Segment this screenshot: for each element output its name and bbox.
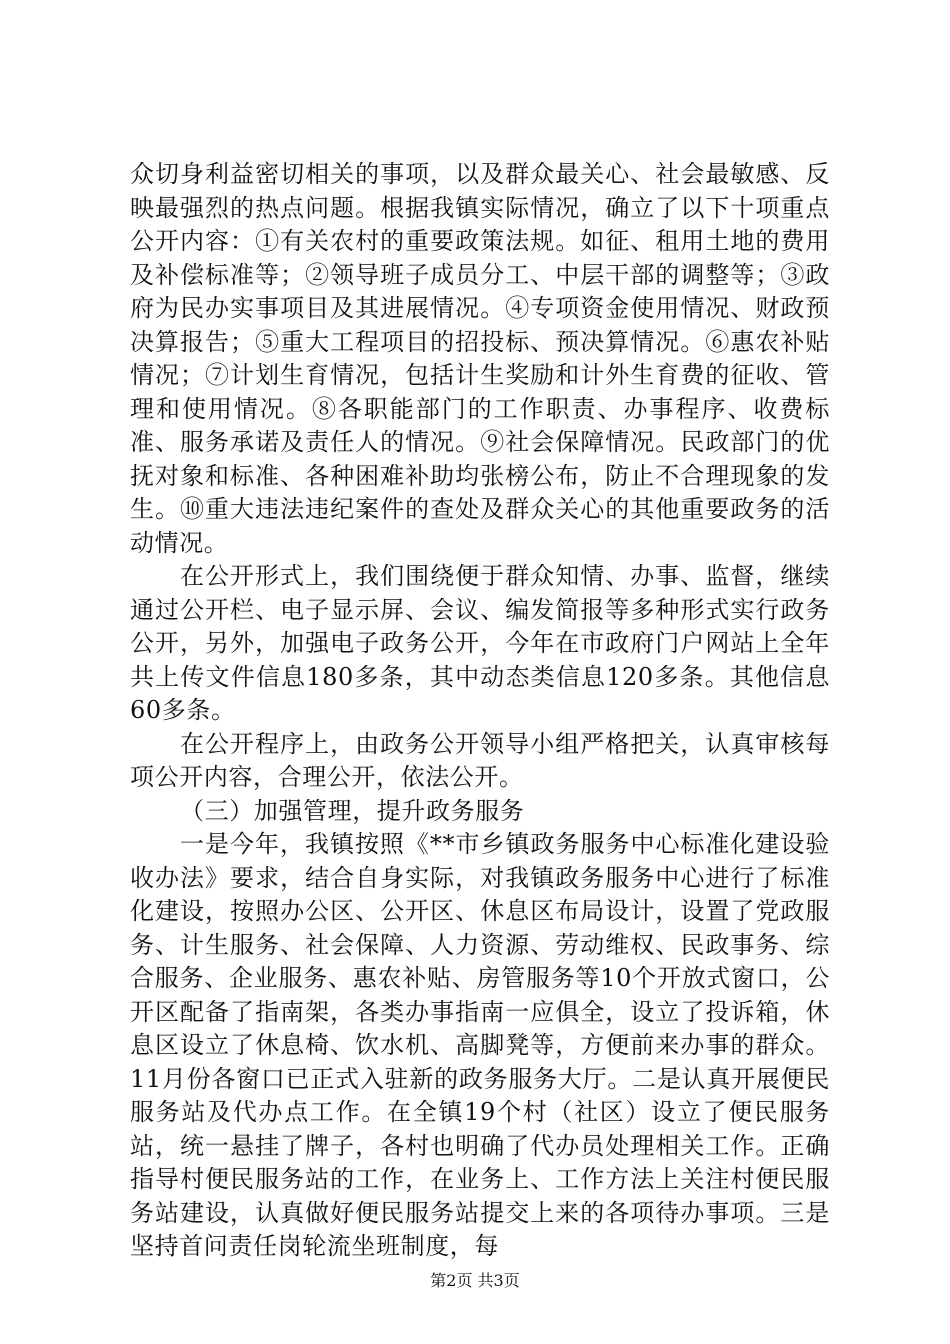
paragraph-management: 一是今年，我镇按照《**市乡镇政务服务中心标准化建设验收办法》要求，结合自身实际，对我镇政务服务中心进行了标准化建设，按照办公区、公开区、休息区布局设计，设置了党政服务、计生服务、社会保障、人力资源、劳动维权、民政事务、综合服务、企业服务、惠农补贴、房管服务等10个开放式窗口，公开区配备了指南架，各类办事指南一应俱全，设立了投诉箱，休息区设立了休息椅、饮水机、高脚凳等，方便前来办事的群众。11月份各窗口已正式入驻新的政务服务大厅。二是认真开展便民服务站及代办点工作。在全镇19个村（社区）设立了便民服务站，统一悬挂了牌子，各村也明确了代办员处理相关工作。正确指导村便民服务站的工作，在业务上、工作方法上关注村便民服务站建设，认真做好便民服务站提交上来的各项待办事项。三是坚持首问责任岗轮流坐班制度，每 — [130, 830, 830, 1260]
paragraph-public-forms: 在公开形式上，我们围绕便于群众知情、办事、监督，继续通过公开栏、电子显示屏、会议、编发简报等多种形式实行政务公开，另外，加强电子政务公开，今年在市政府门户网站上全年共上传文件信息180多条，其中动态类信息120多条。其他信息60多条。 — [130, 562, 830, 724]
document-body — [130, 158, 830, 1264]
page-number: 第2页 共3页 — [430, 1271, 520, 1290]
paragraph-public-procedure: 在公开程序上，由政务公开领导小组严格把关，认真审核每项公开内容，合理公开，依法公开。 — [130, 729, 830, 791]
page-footer — [0, 1271, 950, 1291]
paragraph-public-items: 众切身利益密切相关的事项，以及群众最关心、社会最敏感、反映最强烈的热点问题。根据我镇实际情况，确立了以下十项重点公开内容：①有关农村的重要政策法规。如征、租用土地的费用及补偿标准等；②领导班子成员分工、中层干部的调整等；③政府为民办实事项目及其进展情况。④专项资金使用情况、财政预决算报告；⑤重大工程项目的招投标、预决算情况。⑥惠农补贴情况；⑦计划生育情况，包括计生奖励和计外生育费的征收、管理和使用情况。⑧各职能部门的工作职责、办事程序、收费标准、服务承诺及责任人的情况。⑨社会保障情况。民政部门的优抚对象和标准、各种困难补助均张榜公布，防止不合理现象的发生。⑩重大违法违纪案件的查处及群众关心的其他重要政务的活动情况。 — [130, 160, 830, 557]
section-heading: （三）加强管理，提升政务服务 — [180, 796, 525, 825]
